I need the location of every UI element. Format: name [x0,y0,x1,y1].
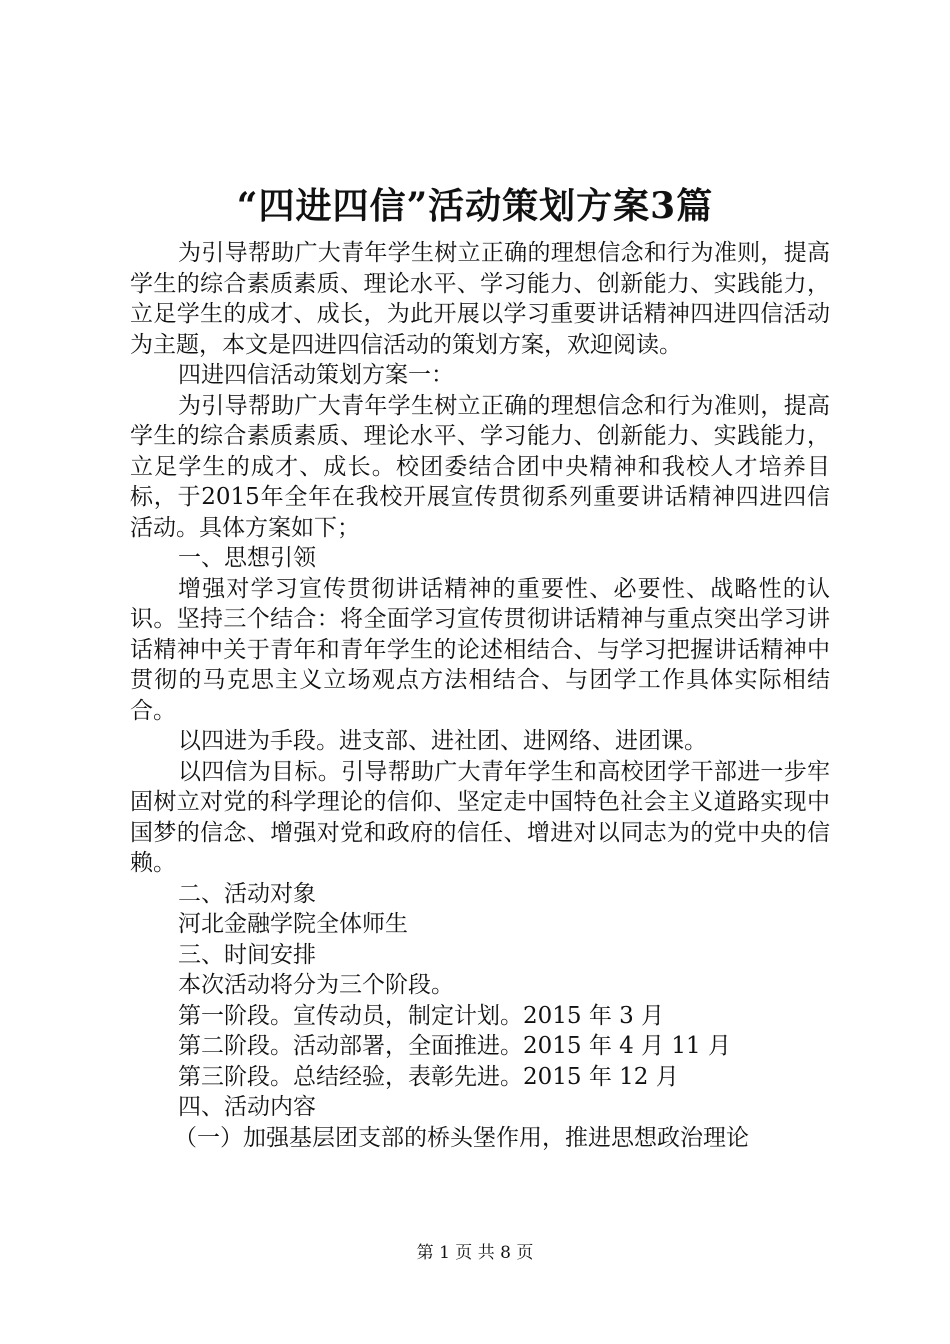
stage-two-line: 第二阶段。活动部署，全面推进。2015 年 4 月 11 月 [178,1033,731,1059]
four-beliefs-paragraph: 以四信为目标。引导帮助广大青年学生和高校团学干部进一步牢固树立对党的科学理论的信仰、坚定走中国特色社会主义道路实现中国梦的信念、增强对党和政府的信任、增进对以同志为的党中央的信赖。 [130,758,830,876]
plan-one-heading: 四进四信活动策划方案一： [178,362,454,388]
content-item-1-line: （一）加强基层团支部的桥头堡作用，推进思想政治理论 [174,1124,749,1151]
stages-intro-line: 本次活动将分为三个阶段。 [178,972,454,998]
document-body [130,238,830,1153]
section-heading-3: 三、时间安排 [178,941,316,968]
intro-paragraph: 为引导帮助广大青年学生树立正确的理想信念和行为准则，提高学生的综合素质素质、理论水平、学习能力、创新能力、实践能力，立足学生的成才、成长，为此开展以学习重要讲话精神四进四信活动为主题，本文是四进四信活动的策划方案，欢迎阅读。 [130,240,830,358]
four-entries-line: 以四进为手段。进支部、进社团、进网络、进团课。 [178,728,707,754]
section-heading-2: 二、活动对象 [178,880,316,907]
section-heading-1: 一、思想引领 [178,545,316,571]
stage-one-line: 第一阶段。宣传动员，制定计划。2015 年 3 月 [178,1002,665,1029]
thought-guidance-paragraph: 增强对学习宣传贯彻讲话精神的重要性、必要性、战略性的认识。坚持三个结合：将全面学习宣传贯彻讲话精神与重点突出学习讲话精神中关于青年和青年学生的论述相结合、与学习把握讲话精神中贯彻的马克思主义立场观点方法相结合、与团学工作具体实际相结合。 [130,575,830,724]
target-audience-line: 河北金融学院全体师生 [178,911,408,937]
stage-three-line: 第三阶段。总结经验，表彰先进。2015 年 12 月 [178,1063,679,1090]
document-title: “四进四信”活动策划方案3篇 [236,185,714,227]
page-footer: 第 1 页 共 8 页 [416,1243,534,1263]
section-heading-4: 四、活动内容 [178,1094,316,1120]
plan-one-intro-paragraph: 为引导帮助广大青年学生树立正确的理想信念和行为准则，提高学生的综合素质素质、理论水平、学习能力、创新能力、实践能力，立足学生的成才、成长。校团委结合团中央精神和我校人才培养目标，于2015年全年在我校开展宣传贯彻系列重要讲话精神四进四信活动。具体方案如下； [130,392,830,541]
